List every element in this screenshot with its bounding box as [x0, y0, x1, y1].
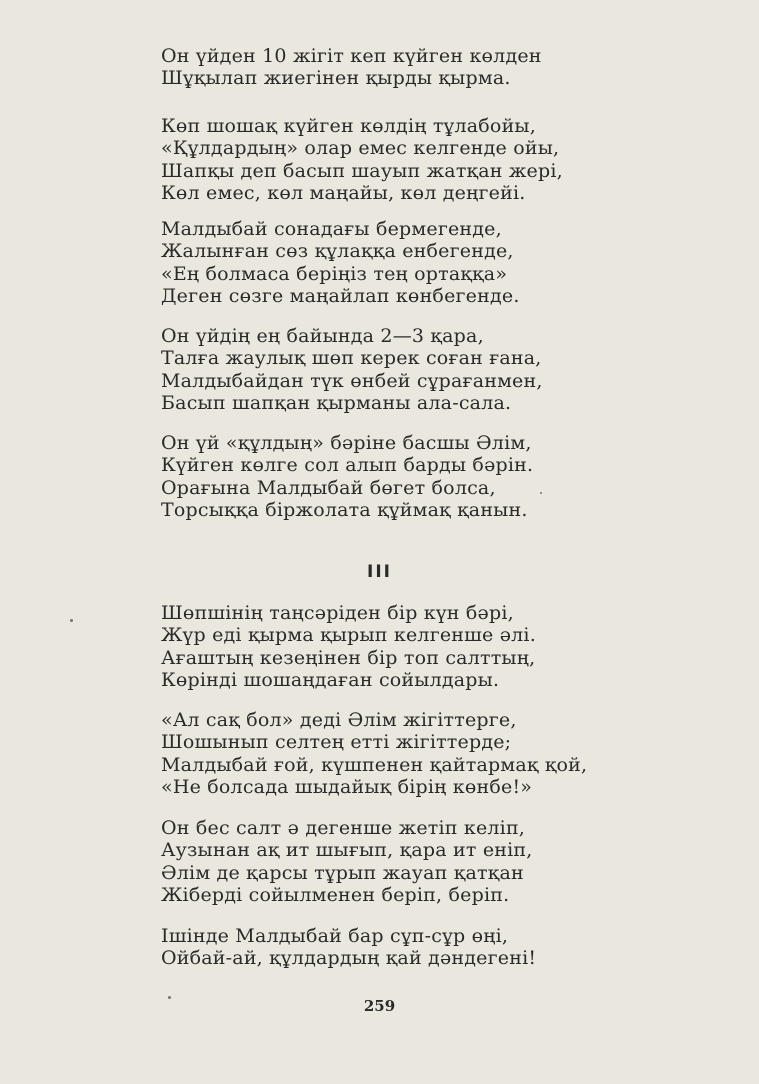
verse-line: Малдыбайдан түк өнбей сұрағанмен,: [161, 369, 543, 392]
stanza-5: [161, 432, 721, 521]
stanza-7: [161, 709, 721, 798]
section-heading: III: [367, 562, 392, 582]
verse-line: «Құлдардың» олар емес келгенде ойы,: [161, 137, 560, 160]
verse-line: Малдыбай ғой, күшпенен қайтармақ қой,: [161, 753, 588, 776]
verse-line: Аузынан ақ ит шығып, қара ит еніп,: [161, 839, 533, 862]
verse-line: Малдыбай сонадағы бермегенде,: [161, 218, 502, 240]
verse-line: Әлім де қарсы тұрып жауап қатқан: [161, 861, 524, 884]
verse-line: Көп шошақ күйген көлдің тұлабойы,: [161, 115, 536, 137]
verse-line: Деген сөзге маңайлап көнбегенде.: [161, 284, 520, 307]
stanza-2: [161, 115, 721, 204]
stanza-3: [161, 218, 721, 307]
verse-line: Ағаштың кезеңінен бір топ салттың,: [161, 646, 536, 669]
verse-line: Шұқылап жиегінен қырды қырма.: [161, 67, 511, 90]
stanza-8: [161, 817, 721, 906]
paper-speck: [540, 492, 542, 494]
verse-line: Он бес салт ә дегенше жетіп келіп,: [161, 817, 526, 839]
verse-line: Жүр еді қырма қырып келгенше әлі.: [161, 624, 536, 647]
verse-line: «Ал сақ бол» деді Әлім жігіттерге,: [161, 709, 517, 731]
verse-line: Талға жаулық шөп керек соған ғана,: [161, 347, 542, 370]
verse-line: Ішінде Малдыбай бар сұп-сұр өңі,: [161, 925, 509, 947]
verse-line: Он үйден 10 жігіт кеп күйген көлден: [161, 45, 542, 67]
verse-line: Шошынып селтең етті жігіттерде;: [161, 731, 512, 754]
verse-line: Көл емес, көл маңайы, көл деңгейі.: [161, 181, 526, 204]
page-number: 259: [363, 997, 396, 1015]
verse-line: «Не болсада шыдайық бірің көнбе!»: [161, 775, 533, 798]
stanza-6: [161, 602, 721, 691]
stanza-1: [161, 45, 721, 90]
verse-line: «Ең болмаса беріңіз тең ортаққа»: [161, 262, 508, 285]
verse-line: Басып шапқан қырманы ала-сала.: [161, 391, 512, 414]
verse-line: Он үйдің ең байында 2—3 қара,: [161, 325, 484, 347]
verse-line: Он үй «құлдың» бәріне басшы Әлім,: [161, 432, 532, 454]
stanza-4: [161, 325, 721, 414]
verse-line: Жалынған сөз құлаққа енбегенде,: [161, 240, 514, 263]
verse-line: Шапқы деп басып шауып жатқан жері,: [161, 159, 563, 182]
verse-line: Күйген көлге сол алып барды бәрін.: [161, 454, 534, 477]
stanza-9: [161, 925, 721, 970]
verse-line: Көрінді шошаңдаған сойылдары.: [161, 668, 500, 691]
verse-line: Шөпшінің таңсәріден бір күн бәрі,: [161, 602, 514, 624]
paper-speck: [168, 996, 171, 999]
verse-line: Ойбай-ай, құлдардың қай дәндегені!: [161, 947, 537, 970]
verse-line: Орағына Малдыбай бөгет болса,: [161, 476, 496, 499]
verse-line: Жіберді сойылменен беріп, беріп.: [161, 883, 510, 906]
paper-speck: [70, 619, 73, 622]
verse-line: Торсыққа біржолата құймақ қанын.: [161, 498, 528, 521]
